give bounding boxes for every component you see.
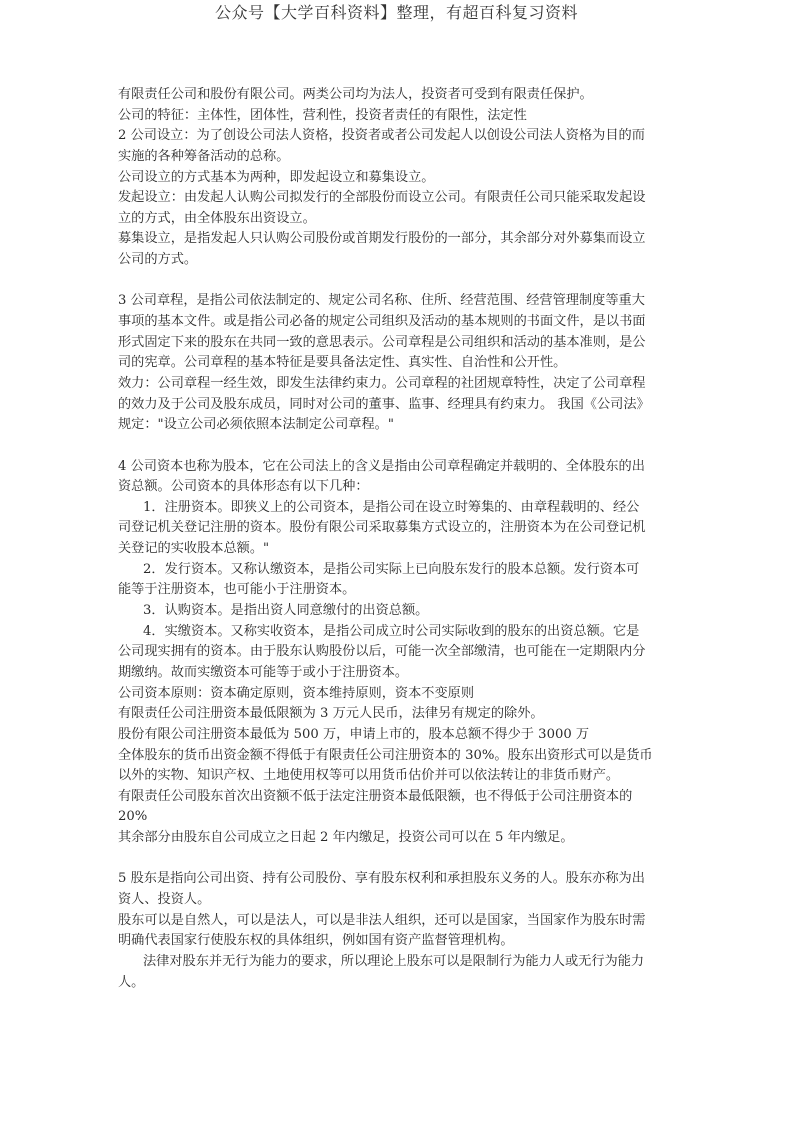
text-line: 公司的方式。 <box>118 252 198 268</box>
text-line: 规定："设立公司必须依照本法制定公司章程。" <box>118 417 394 433</box>
text-line: 明确代表国家行使股东权的具体组织，例如国有资产监督管理机构。 <box>118 933 514 949</box>
text-line: 股东可以是自然人，可以是法人，可以是非法人组织，还可以是国家，当国家作为股东时需 <box>118 912 646 928</box>
text-line: 其余部分由股东自公司成立之日起 2 年内缴足，投资公司可以在 5 年内缴足。 <box>118 830 574 846</box>
text-line: 事项的基本文件。或是指公司必备的规定公司组织及活动的基本规则的书面文件，是以书面 <box>118 314 646 330</box>
text-line: 股份有限公司注册资本最低为 500 万，申请上市的，股本总额不得少于 3000 万 <box>118 726 590 742</box>
text-line: 募集设立，是指发起人只认购公司股份或首期发行股份的一部分，其余部分对外募集而设立 <box>118 231 646 247</box>
text-line: 2．发行资本。又称认缴资本，是指公司实际上已向股东发行的股本总额。发行资本可 <box>143 561 640 577</box>
text-line: 5 股东是指向公司出资、持有公司股份、享有股东权利和承担股东义务的人。股东亦称为出 <box>118 871 645 887</box>
text-line: 实施的各种筹备活动的总称。 <box>118 148 290 164</box>
text-line: 3 公司章程，是指公司依法制定的、规定公司名称、住所、经营范围、经营管理制度等重大 <box>118 293 645 309</box>
text-line: 2 公司设立：为了创设公司法人资格，投资者或者公司发起人以创设公司法人资格为目的而 <box>118 128 645 144</box>
text-line: 全体股东的货币出资金额不得低于有限责任公司注册资本的 30%。股东出资形式可以是货币 <box>118 747 653 763</box>
text-line: 有限责任公司注册资本最低限额为 3 万元人民币，法律另有规定的除外。 <box>118 706 544 722</box>
text-line: 资总额。公司资本的具体形态有以下几种： <box>118 479 369 495</box>
text-line: 关登记的实收股本总额。" <box>118 541 270 557</box>
text-line: 有限责任公司和股份有限公司。两类公司均为法人，投资者可受到有限责任保护。 <box>118 87 593 102</box>
text-line: 司的宪章。公司章程的基本特征是要具备法定性、真实性、自治性和公开性。 <box>118 355 567 371</box>
text-line: 以外的实物、知识产权、土地使用权等可以用货币估价并可以依法转让的非货币财产。 <box>118 768 620 784</box>
text-line: 效力：公司章程一经生效，即发生法律约束力。公司章程的社团规章特性，决定了公司章程 <box>118 375 646 391</box>
text-line: 资人、投资人。 <box>118 891 211 907</box>
blank-line <box>118 436 683 457</box>
text-line: 司登记机关登记注册的资本。股份有限公司采取募集方式设立的，注册资本为在公司登记机 <box>118 520 646 536</box>
document-body <box>118 85 683 993</box>
text-line: 公司设立的方式基本为两种，即发起设立和募集设立。 <box>118 169 435 185</box>
blank-line <box>118 271 683 292</box>
text-line: 立的方式，由全体股东出资设立。 <box>118 210 316 226</box>
text-line: 3．认购资本。是指出资人同意缴付的出资总额。 <box>143 603 429 619</box>
blank-line <box>118 849 683 870</box>
text-line: 4 公司资本也称为股本，它在公司法上的含义是指由公司章程确定并载明的、全体股东的出 <box>118 458 645 474</box>
page-header: 公众号【大学百科资料】整理，有超百科复习资料 <box>214 3 578 22</box>
text-line: 有限责任公司股东首次出资额不低于法定注册资本最低限额，也不得低于公司注册资本的 <box>118 788 633 804</box>
text-line: 公司现实拥有的资本。由于股东认购股份以后，可能一次全部缴清，也可能在一定期限内分 <box>118 644 646 660</box>
text-line: 公司资本原则：资本确定原则，资本维持原则，资本不变原则 <box>118 685 475 701</box>
text-line: 期缴纳。故而实缴资本可能等于或小于注册资本。 <box>118 664 409 680</box>
text-line: 1．注册资本。即狭义上的公司资本，是指公司在设立时筹集的、由章程载明的、经公 <box>143 499 640 515</box>
text-line: 形式固定下来的股东在共同一致的意思表示。公司章程是公司组织和活动的基本准则，是公 <box>118 334 646 350</box>
text-line: 发起设立：由发起人认购公司拟发行的全部股份而设立公司。有限责任公司只能采取发起设 <box>118 190 646 206</box>
text-line: 人。 <box>118 974 145 990</box>
text-line: 公司的特征：主体性，团体性，营利性，投资者责任的有限性，法定性 <box>118 107 527 123</box>
text-line: 法律对股东并无行为能力的要求，所以理论上股东可以是限制行为能力人或无行为能力 <box>143 953 645 969</box>
text-line: 20% <box>118 809 148 825</box>
text-line: 能等于注册资本，也可能小于注册资本。 <box>118 582 356 598</box>
text-line: 的效力及于公司及股东成员，同时对公司的董事、监事、经理具有约束力。 我国《公司法》 <box>118 396 650 412</box>
text-line: 4．实缴资本。又称实收资本，是指公司成立时公司实际收到的股东的出资总额。它是 <box>143 623 640 639</box>
